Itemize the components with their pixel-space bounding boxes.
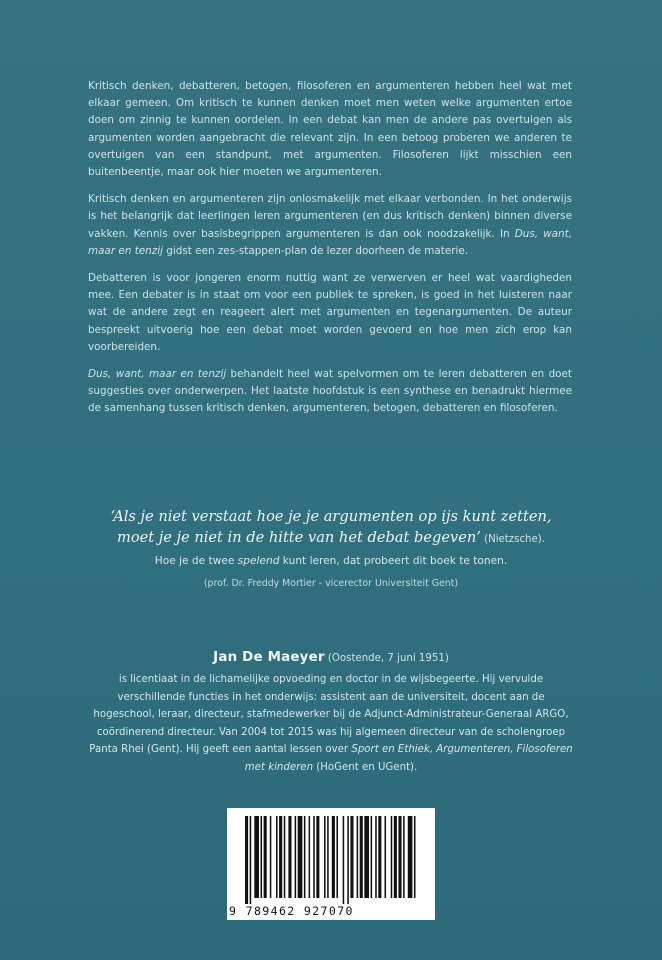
barcode-bar [385, 816, 387, 898]
blurb-text [88, 78, 572, 428]
barcode-bar [403, 816, 405, 898]
barcode-bar [316, 816, 319, 898]
barcode-bar [298, 816, 303, 898]
barcode-image [245, 816, 417, 904]
barcode-bar [288, 816, 291, 898]
barcode-bar [284, 816, 286, 898]
barcode-label [227, 808, 435, 920]
barcode-bar [347, 816, 349, 904]
quote-sub-text: Hoe je de twee [154, 555, 238, 567]
blurb-text-run: gidst een zes-stappen-plan de lezer doorheen de materie. [163, 244, 469, 257]
barcode-bar [261, 816, 263, 898]
book-title-italic: Dus, want, maar en tenzij [88, 368, 227, 381]
barcode-bar [264, 816, 267, 898]
barcode-bar [276, 816, 278, 898]
barcode-bar [398, 816, 401, 898]
quote-block [88, 506, 574, 592]
blurb-paragraph-4 [88, 366, 572, 418]
author-bio [88, 671, 574, 777]
barcode-bar [378, 816, 381, 898]
blurb-paragraph-3: Debatteren is voor jongeren enorm nuttig want ze verwerven er heel wat vaardigheden mee. Een debater is in staat om voor een publiek te spreken, is goed in het luisteren naar wat de andere zegt en reageert alert met argumenten en tegenargumenten. De auteur bespreekt uitvoerig hoe een debat moet worden gevoerd en hoe men zich erop kan voorbereiden. [88, 272, 572, 353]
barcode-bar [360, 816, 363, 898]
quote-sub-italic: spelend [237, 555, 280, 567]
barcode-bar [357, 816, 359, 898]
author-birth: (Oostende, 7 juni 1951) [324, 653, 449, 664]
barcode-bar [313, 816, 315, 898]
nietzsche-quote [88, 506, 574, 550]
barcode-bar [327, 816, 329, 898]
barcode-bar [279, 816, 282, 898]
barcode-bar [350, 816, 353, 898]
barcode-bar [245, 816, 248, 904]
barcode-bar [304, 816, 306, 898]
author-block [88, 646, 574, 777]
barcode-bar [375, 816, 377, 898]
book-title-italic: Dus, want, maar en tenzij [88, 227, 572, 257]
blurb-text-run: behandelt heel wat spelvormen om te leren debatteren en doet suggesties over onderwerpen. Het laatste hoofdstuk is een synthese en benadrukt hiermee de samenhang tussen kritisch denken, argumenteren, betogen, debatteren en filosoferen. [88, 368, 572, 415]
barcode-bar [309, 816, 311, 898]
barcode-bar [364, 816, 369, 898]
barcode-bar [254, 816, 259, 898]
blurb-text-run: Kritisch denken en argumenteren zijn onlosmakelijk met elkaar verbonden. In het onderwijs is het belangrijk dat leerlingen leren argumenteren (en dus kritisch denken) binnen diverse vakken. Kennis over basisbegrippen argumenteren is dan ook noodzakelijk. In [88, 193, 572, 240]
quote-citation: (prof. Dr. Freddy Mortier - vicerector Universiteit Gent) [203, 578, 459, 589]
barcode-bar [295, 816, 297, 898]
quote-line-1: ‘Als je niet verstaat hoe je je argumenten op ijs kunt zetten, [110, 508, 552, 525]
barcode-bar [414, 816, 416, 898]
author-bio-text: (HoGent en UGent). [313, 761, 418, 773]
blurb-paragraph-1: Kritisch denken, debatteren, betogen, filosoferen en argumenteren hebben heel wat met elkaar gemeen. Om kritisch te kunnen denken moet men weten welke argumenten ertoe doen om zinnig te kunnen oordelen. In een debat kan men de andere pas overtuigen als argumenten worden aangebracht die relevant zijn. In een betoog proberen we anderen te overtuigen van een standpunt, met argumenten. Filosoferen lijkt misschien een buitenbeentje, maar ook hier moeten we argumenteren. [88, 80, 572, 179]
author-bio-text: is licentiaat in de lichamelijke opvoeding en doctor in de wijsbegeerte. Hij vervulde verschillende functies in het onderwijs: assistent aan de universiteit, docent aan de hogeschool, leraar, directeur, stafmedewerker bij de Adjunct-Administrateur-Generaal ARGO, coördinerend directeur. Van 2004 tot 2015 was hij algemeen directeur van de scholengroep Panta Rhei (Gent). Hij geeft een aantal lessen over [89, 674, 569, 756]
barcode-bar [408, 816, 413, 898]
barcode-bar [336, 816, 338, 898]
barcode-bar [250, 816, 252, 904]
barcode-bar [332, 816, 335, 898]
barcode-bar [343, 816, 345, 904]
isbn-number: 9 789462 927070 [229, 904, 354, 918]
author-heading [88, 646, 574, 665]
barcode-bar [270, 816, 272, 898]
quote-source: (Nietzsche). [480, 534, 545, 545]
author-name: Jan De Maeyer [213, 650, 325, 665]
quote-line-2: moet je je niet in de hitte van het debat begeven’ [116, 529, 481, 546]
blurb-paragraph-2 [88, 191, 572, 260]
barcode-bar [391, 816, 393, 898]
author-bio-italic: Sport en Ethiek, Argumenteren, Filosoferen met kinderen [244, 744, 573, 773]
quote-subline [88, 553, 574, 570]
barcode-bar [394, 816, 397, 898]
quote-sub-text: kunt leren, dat probeert dit boek te tonen. [279, 555, 508, 567]
barcode-bar [371, 816, 373, 898]
barcode-bar [324, 816, 326, 898]
